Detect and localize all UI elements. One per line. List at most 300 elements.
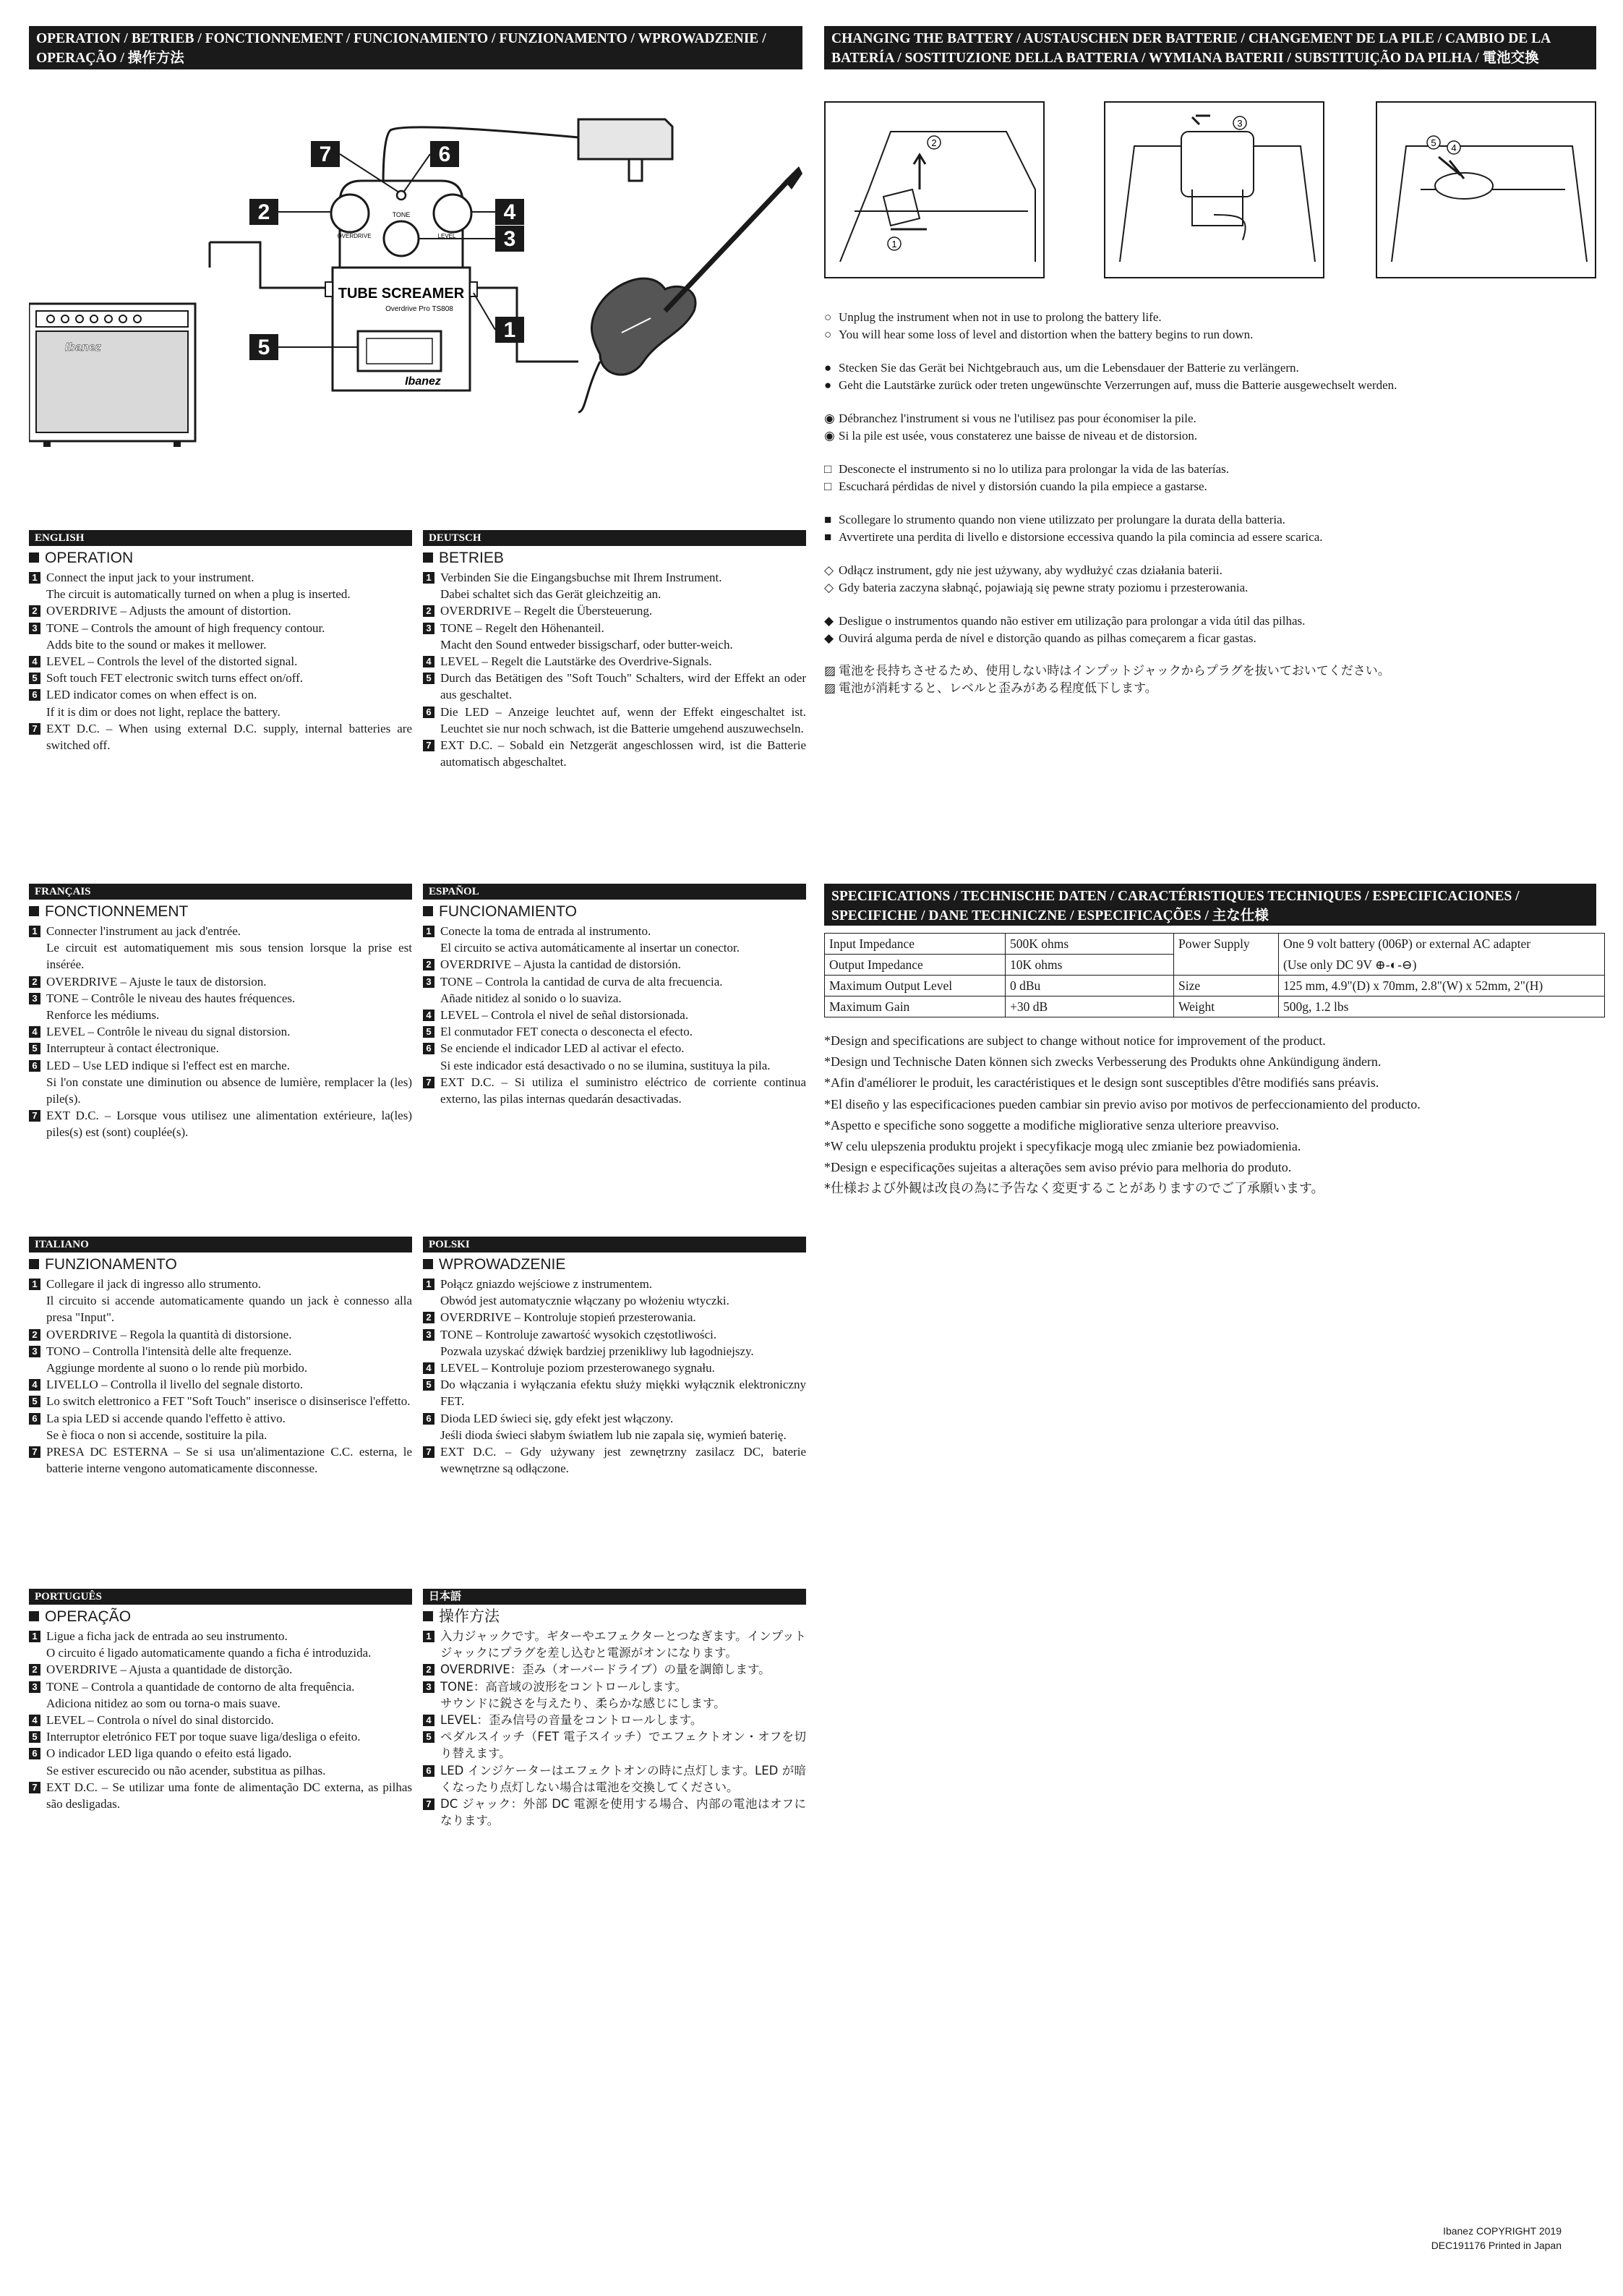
item-text: LED – Use LED indique si l'effect est en marche. Si l'on constate une diminution ou absence de lumière, remplacer la (les) pile(s). — [46, 1058, 412, 1106]
instruction-item — [29, 720, 412, 754]
item-number: 1 — [29, 572, 40, 584]
item-text: TONE – Controla a quantidade de contorno de alta frequência. Adiciona nitidez ao som ou torna-o mais suave. — [46, 1679, 355, 1710]
battery-note-line — [824, 613, 1596, 630]
instruction-item — [29, 1057, 412, 1108]
instruction-list — [29, 569, 412, 754]
item-text: EXT D.C. – Sobald ein Netzgerät angeschlossen wird, ist die Batterie automatisch abgeschaltet. — [440, 738, 806, 769]
item-text: EXT D.C. – Gdy używany jest zewnętrzny zasilacz DC, baterie wewnętrzne są odłączone. — [440, 1445, 806, 1476]
square-bullet-icon — [29, 1259, 39, 1269]
step-2: 2 — [931, 137, 937, 148]
spec-row — [825, 955, 1605, 976]
spec-row — [825, 997, 1605, 1017]
item-text: Soft touch FET electronic switch turns effect on/off. — [46, 671, 304, 686]
item-number: 6 — [29, 689, 40, 701]
section-italiano — [29, 1237, 412, 1477]
bullet-icon: ■ — [824, 529, 832, 544]
item-text: Interruptor eletrónico FET por toque suave liga/desliga o efeito. — [46, 1730, 361, 1744]
disclaimers — [824, 1030, 1596, 1200]
battery-note-line — [824, 309, 1596, 326]
item-text: LED インジケーターはエフェクトオンの時に点灯します。LED が暗くなったり点灯しない場合は電池を交換してください。 — [440, 1763, 806, 1794]
battery-notes — [824, 309, 1596, 714]
instruction-item — [29, 1410, 412, 1443]
instruction-item — [29, 1343, 412, 1376]
spec-cell: 125 mm, 4.9"(D) x 70mm, 2.8"(W) x 52mm, 2"(H) — [1279, 976, 1605, 997]
pedal-model: Overdrive Pro TS808 — [385, 305, 453, 313]
step-4: 4 — [1451, 142, 1457, 153]
instruction-item — [423, 1410, 806, 1443]
section-title — [29, 902, 412, 921]
ac-adapter-icon — [383, 119, 672, 188]
instruction-item — [423, 1074, 806, 1107]
item-number: 7 — [29, 1782, 40, 1793]
item-text: OVERDRIVE – Ajusta la cantidad de distorsión. — [440, 957, 681, 972]
item-text: EXT D.C. – Lorsque vous utilisez une alimentation extérieure, la(les) piles(s) est (sont) couplée(s). — [46, 1109, 412, 1140]
amp-brand: Ibanez — [65, 341, 101, 354]
item-number: 2 — [29, 1329, 40, 1341]
language-header: ENGLISH — [29, 530, 412, 546]
item-text: LIVELLO – Controlla il livello del segnale distorto. — [46, 1378, 304, 1392]
spec-cell: +30 dB — [1006, 997, 1174, 1017]
item-text: LEVEL – Controla el nivel de señal distorsionada. — [440, 1008, 689, 1023]
disclaimer-line: *Afin d'améliorer le produit, les caractéristiques et le design sont susceptibles d'être modifiés sans préavis. — [824, 1075, 1379, 1091]
disclaimer-line: *W celu ulepszenia produktu projekt i specyfikacje mogą ulec zmianie bez powiadomienia. — [824, 1139, 1301, 1154]
spec-cell: Size — [1174, 976, 1279, 997]
bullet-icon: ■ — [824, 513, 832, 526]
disclaimer-line: *El diseño y las especificaciones pueden cambiar sin previo aviso por motivos de perfeccionamiento del producto. — [824, 1096, 1421, 1111]
spec-cell: 0 dBu — [1006, 976, 1174, 997]
section-title-text: FUNZIONAMENTO — [45, 1256, 177, 1273]
section-title — [29, 1608, 412, 1626]
instruction-item — [423, 1661, 806, 1678]
item-text: Do włączania i wyłączania efektu służy miękki wyłącznik elektroniczny FET. — [440, 1378, 806, 1409]
battery-figure-2 — [1104, 101, 1324, 278]
bullet-icon: ◇ — [824, 580, 834, 594]
item-number: 3 — [29, 1681, 40, 1693]
note-text: Débranchez l'instrument si vous ne l'utilisez pas pour économiser la pile. — [839, 411, 1196, 425]
item-text: LEVEL – Kontroluje poziom przesterowanego sygnału. — [440, 1361, 715, 1375]
disclaimer-line: *Aspetto e specifiche sono soggette a modifiche migliorative senza ulteriore preavviso. — [824, 1117, 1280, 1132]
note-text: Geht die Lautstärke zurück oder treten ungewünschte Verzerrungen auf, muss die Batterie ausgewechselt werden. — [839, 377, 1397, 392]
section-title — [29, 549, 412, 568]
bullet-icon: ◆ — [824, 614, 834, 628]
item-number: 5 — [423, 673, 434, 684]
item-text: TONE：高音域の波形をコントロールします。 サウンドに鋭さを与えたり、柔らかな感じにします。 — [440, 1679, 726, 1710]
instruction-list — [423, 1628, 806, 1829]
instruction-item — [423, 670, 806, 703]
svg-text:4: 4 — [503, 200, 516, 224]
language-header: 日本語 — [423, 1589, 806, 1605]
instruction-item — [29, 686, 412, 720]
note-text: Unplug the instrument when not in use to prolong the battery life. — [839, 310, 1162, 324]
spec-row — [825, 934, 1605, 955]
item-number: 5 — [423, 1026, 434, 1038]
instruction-item — [29, 1276, 412, 1326]
specs-header: SPECIFICATIONS / TECHNISCHE DATEN / CARACTÉRISTIQUES TECHNIQUES / ESPECIFICACIONES / SPECIFICHE / DANE TECHNICZNE / ESPECIFICAÇÕES / 主な仕様 — [824, 884, 1596, 926]
item-number: 2 — [423, 605, 434, 617]
instruction-item — [29, 1728, 412, 1745]
instruction-item — [29, 1678, 412, 1712]
spec-cell: Output Impedance — [825, 955, 1006, 976]
operation-header: OPERATION / BETRIEB / FONCTIONNEMENT / FUNCIONAMIENTO / FUNZIONAMENTO / WPROWADZENIE / OPERAÇÃO / 操作方法 — [29, 26, 802, 69]
note-text: Avvertirete una perdita di livello e distorsione eccessiva quando la pila comincia ad essere scarica. — [839, 529, 1323, 544]
item-number: 6 — [29, 1060, 40, 1072]
item-number: 4 — [423, 1010, 434, 1021]
instruction-item — [423, 956, 806, 973]
item-text: OVERDRIVE – Ajuste le taux de distorsion. — [46, 974, 267, 989]
callout-5 — [249, 334, 278, 360]
battery-note-group — [824, 359, 1596, 393]
instruction-item — [29, 1040, 412, 1057]
instruction-item — [29, 1023, 412, 1040]
item-number: 5 — [29, 1396, 40, 1407]
item-text: LED indicator comes on when effect is on. If it is dim or does not light, replace the battery. — [46, 688, 281, 719]
item-number: 3 — [423, 1681, 434, 1693]
instruction-item — [29, 620, 412, 653]
battery-header: CHANGING THE BATTERY / AUSTAUSCHEN DER BATTERIE / CHANGEMENT DE LA PILE / CAMBIO DE LA BATERÍA / SOSTITUZIONE DELLA BATTERIA / WYMIANA BATERII / SUBSTITUIÇÃO DA PILHA / 電池交換 — [824, 26, 1596, 69]
item-text: OVERDRIVE – Adjusts the amount of distortion. — [46, 604, 291, 618]
operation-diagram — [29, 101, 802, 463]
item-number: 3 — [29, 993, 40, 1004]
note-text: Stecken Sie das Gerät bei Nichtgebrauch aus, um die Lebensdauer der Batterie zu verlängern. — [839, 361, 1299, 375]
battery-note-line — [824, 326, 1596, 343]
instruction-item — [29, 1107, 412, 1140]
instruction-item — [423, 602, 806, 619]
item-number: 1 — [29, 926, 40, 937]
item-text: LEVEL – Regelt die Lautstärke des Overdrive-Signals. — [440, 654, 712, 669]
battery-note-line — [824, 359, 1596, 377]
step-1: 1 — [891, 239, 897, 249]
instruction-item — [29, 923, 412, 973]
instruction-item — [29, 602, 412, 619]
language-header: PORTUGUÊS — [29, 1589, 412, 1605]
instruction-item — [423, 704, 806, 737]
item-number: 2 — [29, 1664, 40, 1676]
svg-text:1: 1 — [503, 318, 516, 342]
pedal-name: TUBE SCREAMER — [338, 286, 465, 302]
pedal-icon — [325, 181, 477, 391]
item-text: Lo switch elettronico a FET "Soft Touch" inserisce o disinserisce l'effetto. — [46, 1394, 411, 1409]
instruction-item — [29, 653, 412, 670]
item-number: 5 — [29, 1731, 40, 1743]
spec-cell: (Use only DC 9V ⊕-◐-⊖) — [1279, 955, 1605, 976]
section-title-text: OPERATION — [45, 550, 134, 566]
bullet-icon: ● — [824, 361, 832, 375]
instruction-item — [423, 1678, 806, 1712]
item-number: 5 — [29, 673, 40, 684]
bullet-icon: □ — [824, 462, 832, 476]
instruction-item — [423, 1628, 806, 1661]
instruction-item — [29, 670, 412, 686]
instruction-item — [423, 1007, 806, 1023]
step-5: 5 — [1431, 137, 1436, 148]
item-number: 7 — [423, 1798, 434, 1810]
item-number: 2 — [29, 605, 40, 617]
print-info: DEC191176 Printed in Japan — [1431, 2240, 1562, 2251]
item-text: O indicador LED liga quando o efeito está ligado. Se estiver escurecido ou não acender, substitua as pilhas. — [46, 1746, 326, 1778]
section-title-text: WPROWADZENIE — [439, 1256, 566, 1273]
item-number: 3 — [423, 623, 434, 634]
item-text: OVERDRIVE – Kontroluje stopień przesterowania. — [440, 1310, 696, 1325]
item-text: Interrupteur à contact électronique. — [46, 1041, 219, 1056]
item-text: TONE – Controls the amount of high frequency contour. Adds bite to the sound or makes it mellower. — [46, 620, 325, 652]
item-number: 4 — [29, 1715, 40, 1726]
spec-cell: One 9 volt battery (006P) or external AC adapter — [1279, 934, 1605, 955]
language-header: FRANÇAIS — [29, 884, 412, 900]
instruction-list — [29, 1276, 412, 1477]
item-text: Ligue a ficha jack de entrada ao seu instrumento. O circuito é ligado automaticamente quando a ficha é introduzida. — [46, 1629, 372, 1660]
item-text: OVERDRIVE：歪み（オーバードライブ）の量を調節します。 — [440, 1663, 771, 1677]
instruction-item — [29, 1745, 412, 1778]
item-text: Durch das Betätigen des "Soft Touch" Schalters, wird der Effekt an oder aus geschaltet. — [440, 671, 806, 702]
item-number: 4 — [423, 656, 434, 667]
section-title — [423, 902, 806, 921]
battery-note-group — [824, 511, 1596, 545]
section-title-text: FUNCIONAMIENTO — [439, 903, 577, 920]
battery-note-line — [824, 680, 1596, 698]
instruction-item — [423, 737, 806, 770]
square-bullet-icon — [29, 552, 39, 563]
disclaimer-line: *Design e especificações sujeitas a alterações sem aviso prévio para melhoria do produto. — [824, 1160, 1292, 1175]
item-text: EXT D.C. – Se utilizar uma fonte de alimentação DC externa, as pilhas são desligadas. — [46, 1780, 412, 1811]
item-number: 1 — [423, 926, 434, 937]
instruction-item — [423, 923, 806, 956]
bullet-icon: ▨ — [824, 680, 836, 696]
battery-note-line — [824, 511, 1596, 529]
section-polski — [423, 1237, 806, 1477]
language-header: POLSKI — [423, 1237, 806, 1252]
note-text: Odłącz instrument, gdy nie jest używany, aby wydłużyć czas działania baterii. — [839, 563, 1222, 577]
battery-figure-3 — [1376, 101, 1596, 278]
section-title — [423, 1255, 806, 1274]
battery-note-line — [824, 410, 1596, 427]
instruction-item — [423, 1376, 806, 1409]
instruction-item — [423, 973, 806, 1007]
item-number: 2 — [29, 976, 40, 988]
section-espanol — [423, 884, 806, 1107]
battery-note-group — [824, 613, 1596, 646]
item-number: 7 — [29, 1110, 40, 1122]
section-title-text: BETRIEB — [439, 550, 504, 566]
instruction-list — [29, 923, 412, 1141]
item-number: 1 — [423, 1279, 434, 1290]
spec-cell: Maximum Gain — [825, 997, 1006, 1017]
instruction-item — [29, 973, 412, 990]
item-number: 3 — [29, 623, 40, 634]
battery-note-line — [824, 478, 1596, 495]
instruction-item — [29, 569, 412, 602]
svg-text:6: 6 — [438, 142, 451, 166]
section-portugues — [29, 1589, 412, 1812]
item-number: 7 — [423, 1446, 434, 1458]
instruction-item — [423, 1360, 806, 1376]
item-number: 1 — [29, 1631, 40, 1642]
instruction-list — [423, 569, 806, 770]
section-title-text: FONCTIONNEMENT — [45, 903, 189, 920]
item-number: 6 — [423, 1413, 434, 1425]
battery-note-group — [824, 663, 1596, 697]
copyright: Ibanez COPYRIGHT 2019 — [1443, 2225, 1562, 2237]
item-number: 6 — [29, 1413, 40, 1425]
language-header: DEUTSCH — [423, 530, 806, 546]
item-number: 4 — [423, 1362, 434, 1374]
spec-cell: Maximum Output Level — [825, 976, 1006, 997]
spec-cell: Input Impedance — [825, 934, 1006, 955]
callout-3 — [495, 226, 524, 252]
item-text: Połącz gniazdo wejściowe z instrumentem. Obwód jest automatycznie włączany po włożeniu wtyczki. — [440, 1277, 729, 1308]
square-bullet-icon — [423, 1259, 433, 1269]
battery-note-group — [824, 562, 1596, 596]
item-text: Collegare il jack di ingresso allo strumento. Il circuito si accende automaticamente quando un jack è connesso alla presa "Input". — [46, 1277, 412, 1325]
note-text: Desligue o instrumentos quando não estiver em utilização para prolongar a vida útil das pilhas. — [839, 614, 1306, 628]
instruction-item — [29, 1393, 412, 1409]
item-number: 7 — [29, 1446, 40, 1458]
section-title — [29, 1255, 412, 1274]
battery-note-line — [824, 630, 1596, 647]
item-number: 2 — [423, 959, 434, 970]
item-text: LEVEL – Contrôle le niveau du signal distorsion. — [46, 1025, 291, 1039]
svg-text:3: 3 — [503, 227, 516, 251]
item-text: TONE – Contrôle le niveau des hautes fréquences. Renforce les médiums. — [46, 991, 296, 1023]
battery-note-group — [824, 461, 1596, 495]
guitar-icon — [578, 166, 802, 412]
instruction-list — [423, 923, 806, 1107]
item-number: 6 — [423, 1043, 434, 1054]
instruction-item — [423, 1728, 806, 1762]
instruction-item — [423, 1040, 806, 1073]
battery-note-line — [824, 461, 1596, 478]
instruction-item — [29, 1628, 412, 1661]
instruction-item — [29, 1376, 412, 1393]
note-text: Scollegare lo strumento quando non viene utilizzato per prolungare la durata della batteria. — [839, 513, 1285, 526]
section-japanese — [423, 1589, 806, 1829]
section-title — [423, 549, 806, 568]
item-text: PRESA DC ESTERNA – Se si usa un'alimentazione C.C. esterna, le batterie interne vengono automaticamente disconnesse. — [46, 1445, 412, 1476]
note-text: Ouvirá alguma perda de nível e distorção quando as pilhas começarem a ficar gastas. — [839, 631, 1256, 645]
spec-cell: Weight — [1174, 997, 1279, 1017]
item-text: EXT D.C. – Si utiliza el suministro eléctrico de corriente continua externo, las pilas internas quedarán desactivadas. — [440, 1075, 806, 1106]
item-number: 1 — [29, 1279, 40, 1290]
level-label: LEVEL — [437, 233, 456, 239]
language-header: ESPAÑOL — [423, 884, 806, 900]
instruction-item — [29, 1326, 412, 1343]
item-text: 入力ジャックです。ギターやエフェクターとつなぎます。インプットジャックにプラグを差し込むと電源がオンになります。 — [440, 1629, 806, 1660]
item-number: 6 — [423, 1765, 434, 1777]
note-text: Escuchará pérdidas de nivel y distorsión cuando la pila empiece a gastarse. — [839, 479, 1207, 493]
disclaimer-line: *Design und Technische Daten können sich zwecks Verbesserung des Produkts ohne Ankündigung ändern. — [824, 1054, 1382, 1070]
item-text: El conmutador FET conecta o desconecta el efecto. — [440, 1025, 693, 1039]
square-bullet-icon — [423, 1611, 433, 1621]
bullet-icon: ○ — [824, 310, 832, 324]
bullet-icon: □ — [824, 479, 832, 493]
item-text: TONE – Controla la cantidad de curva de alta frecuencia. Añade nitidez al sonido o lo suaviza. — [440, 974, 723, 1005]
item-text: TONO – Controlla l'intensità delle alte frequenze. Aggiunge mordente al suono o lo rende più morbido. — [46, 1344, 308, 1375]
item-text: Connect the input jack to your instrument. The circuit is automatically turned on when a plug is inserted. — [46, 571, 351, 602]
item-text: LEVEL：歪み信号の音量をコントロールします。 — [440, 1713, 703, 1728]
bullet-icon: ◉ — [824, 411, 835, 425]
battery-note-line — [824, 663, 1596, 680]
item-number: 3 — [423, 1329, 434, 1341]
section-title — [423, 1608, 806, 1626]
section-title-text: 操作方法 — [439, 1608, 500, 1625]
item-number: 3 — [29, 1346, 40, 1357]
instruction-item — [423, 1309, 806, 1326]
instruction-item — [423, 1712, 806, 1728]
battery-note-line — [824, 427, 1596, 445]
item-text: LEVEL – Controla o nível do sinal distorcido. — [46, 1713, 274, 1728]
item-text: TONE – Kontroluje zawartość wysokich częstotliwości. Pozwala uzyskać dźwięk bardziej przenikliwy lub łagodniejszy. — [440, 1327, 754, 1358]
instruction-item — [423, 653, 806, 670]
instruction-item — [423, 1326, 806, 1360]
note-text: 電池が消耗すると、レベルと歪みがある程度低下します。 — [839, 680, 1157, 696]
callout-1 — [495, 317, 524, 343]
spec-row — [825, 976, 1605, 997]
spec-cell: Power Supply — [1174, 934, 1279, 955]
instruction-item — [423, 1023, 806, 1040]
svg-text:5: 5 — [257, 336, 270, 359]
callout-7 — [311, 141, 340, 167]
instruction-list — [29, 1628, 412, 1812]
language-header: ITALIANO — [29, 1237, 412, 1252]
item-number: 7 — [423, 1077, 434, 1088]
callout-4 — [495, 199, 524, 225]
instruction-item — [423, 1796, 806, 1829]
bullet-icon: ○ — [824, 327, 832, 341]
step-3: 3 — [1237, 118, 1243, 129]
bullet-icon: ◉ — [824, 428, 835, 443]
item-number: 5 — [423, 1731, 434, 1743]
item-number: 6 — [423, 707, 434, 718]
battery-note-group — [824, 410, 1596, 444]
bullet-icon: ◇ — [824, 563, 834, 577]
item-number: 1 — [423, 1631, 434, 1642]
item-text: TONE – Regelt den Höhenanteil. Macht den Sound entweder bissigscharf, oder butter-weich. — [440, 620, 733, 652]
item-number: 5 — [29, 1043, 40, 1054]
footer — [1229, 2224, 1562, 2253]
note-text: You will hear some loss of level and distortion when the battery begins to run down. — [839, 327, 1254, 341]
item-number: 7 — [29, 723, 40, 735]
overdrive-label: OVERDRIVE — [337, 233, 372, 239]
section-deutsch — [423, 530, 806, 770]
battery-note-line — [824, 529, 1596, 546]
spec-cell: 10K ohms — [1006, 955, 1174, 976]
square-bullet-icon — [29, 1611, 39, 1621]
svg-text:2: 2 — [257, 200, 270, 224]
instruction-item — [423, 620, 806, 653]
item-text: Connecter l'instrument au jack d'entrée. Le circuit est automatiquement mis sous tension lorsque la prise est insérée. — [46, 924, 412, 972]
item-text: DC ジャック：外部 DC 電源を使用する場合、内部の電池はオフになります。 — [440, 1797, 806, 1828]
instruction-item — [29, 990, 412, 1023]
item-text: Dioda LED świeci się, gdy efekt jest włączony. Jeśli dioda świeci słabym światłem lub nie zapala się, wymień baterię. — [440, 1411, 787, 1442]
callout-2 — [249, 199, 278, 225]
spec-cell: 500g, 1.2 lbs — [1279, 997, 1605, 1017]
instruction-item — [423, 1276, 806, 1309]
disclaimer-line: *Design and specifications are subject to change without notice for improvement of the product. — [824, 1033, 1326, 1048]
spec-cell — [1174, 955, 1279, 976]
bullet-icon: ▨ — [824, 664, 836, 678]
spec-cell: 500K ohms — [1006, 934, 1174, 955]
item-text: EXT D.C. – When using external D.C. supply, internal batteries are switched off. — [46, 721, 412, 753]
item-number: 4 — [423, 1715, 434, 1726]
item-number: 3 — [423, 976, 434, 988]
battery-note-group — [824, 309, 1596, 343]
instruction-item — [423, 1443, 806, 1477]
item-text: La spia LED si accende quando l'effetto è attivo. Se è fioca o non si accende, sostituire la pila. — [46, 1411, 286, 1442]
item-number: 4 — [29, 656, 40, 667]
bullet-icon: ● — [824, 377, 832, 392]
battery-note-line — [824, 562, 1596, 579]
section-francais — [29, 884, 412, 1141]
instruction-item — [423, 569, 806, 602]
